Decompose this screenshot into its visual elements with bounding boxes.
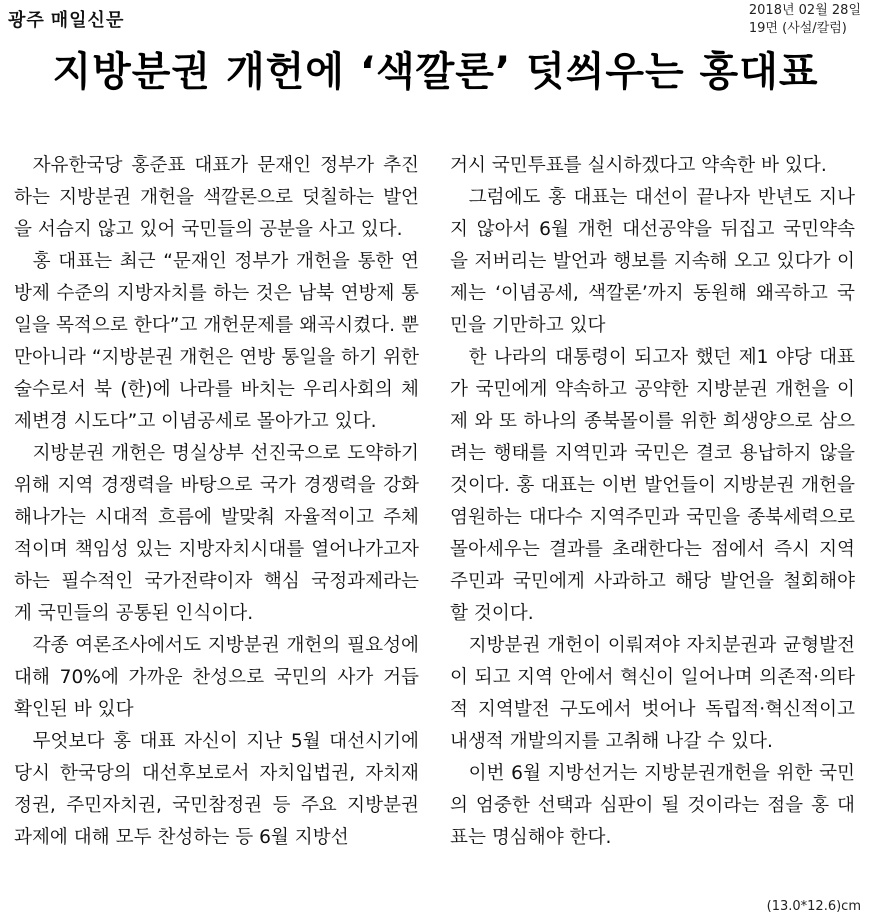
publication-date: 2018년 02월 28일 (748, 3, 861, 18)
masthead-region: 광주 (8, 10, 45, 31)
dateline (749, 2, 861, 38)
paragraph: 홍 대표는 최근 “문재인 정부가 개헌을 통한 연방제 수준의 지방자치를 하는 것은 남북 연방제 통일을 목적으로 한다”고 개헌문제를 왜곡시켰다. 뿐만아니라 “지방분권 개헌은 연방 통일을 하기 위한 술수로서 북 (한)에 나라를 바치는 우리사회의 체제변경 시도다”고 이념공세로 몰아가고 있다. (14, 251, 419, 432)
newspaper-masthead (8, 6, 124, 32)
page-section: 19면 (사설/칼럼) (748, 21, 847, 36)
article-column-right (450, 150, 855, 854)
paragraph: 자유한국당 홍준표 대표가 문재인 정부가 추진하는 지방분권 개헌을 색깔론으로 덧칠하는 발언을 서슴지 않고 있어 국민들의 공분을 사고 있다. (14, 155, 419, 240)
paragraph: 무엇보다 홍 대표 자신이 지난 5월 대선시기에 당시 한국당의 대선후보로서 자치입법권, 자치재정권, 주민자치권, 국민참정권 등 주요 지방분권 과제에 대해 모두 찬성하는 등 6월 지방선 (14, 731, 419, 848)
article-column-left (14, 150, 419, 854)
paragraph: 이번 6월 지방선거는 지방분권개헌을 위한 국민의 엄중한 선택과 심판이 될 것이라는 점을 홍 대표는 명심해야 한다. (450, 763, 855, 848)
article-size-note: (13.0*12.6)cm (766, 899, 861, 914)
paragraph: 각종 여론조사에서도 지방분권 개헌의 필요성에 대해 70%에 가까운 찬성으로 국민의 사가 거듭 확인된 바 있다 (14, 635, 419, 720)
editorial-headline: 지방분권 개헌에 ‘색깔론’ 덧씌우는 홍대표 (52, 49, 819, 95)
paragraph: 지방분권 개헌은 명실상부 선진국으로 도약하기 위해 지역 경쟁력을 바탕으로 국가 경쟁력을 강화해나가는 시대적 흐름에 발맞춰 자율적이고 주체적이며 책임성 있는 지방자치시대를 열어나가고자 하는 필수적인 국가전략이자 핵심 국정과제라는 게 국민들의 공통된 인식이다. (14, 443, 419, 624)
paragraph: 그럼에도 홍 대표는 대선이 끝나자 반년도 지나지 않아서 6월 개헌 대선공약을 뒤집고 국민약속을 저버리는 발언과 행보를 지속해 오고 있다가 이제는 ‘이념공세, 색깔론’까지 동원해 왜곡하고 국민을 기만하고 있다 (450, 187, 855, 336)
masthead-paper-name: 매일신문 (50, 10, 125, 31)
paragraph-continuation: 거시 국민투표를 실시하겠다고 약속한 바 있다. (450, 155, 827, 176)
paragraph: 지방분권 개헌이 이뤄져야 자치분권과 균형발전이 되고 지역 안에서 혁신이 일어나며 의존적·의타적 지역발전 구도에서 벗어나 독립적·혁신적이고 내생적 개발의지를 고취해 나갈 수 있다. (450, 635, 855, 752)
paragraph: 한 나라의 대통령이 되고자 했던 제1 야당 대표가 국민에게 약속하고 공약한 지방분권 개헌을 이제 와 또 하나의 종북몰이를 위한 희생양으로 삼으려는 행태를 지역민과 국민은 결코 용납하지 않을 것이다. 홍 대표는 이번 발언들이 지방분권 개헌을 염원하는 대다수 지역주민과 국민을 종북세력으로 몰아세우는 결과를 초래한다는 점에서 즉시 지역주민과 국민에게 사과하고 해당 발언을 철회해야 할 것이다. (450, 347, 855, 624)
